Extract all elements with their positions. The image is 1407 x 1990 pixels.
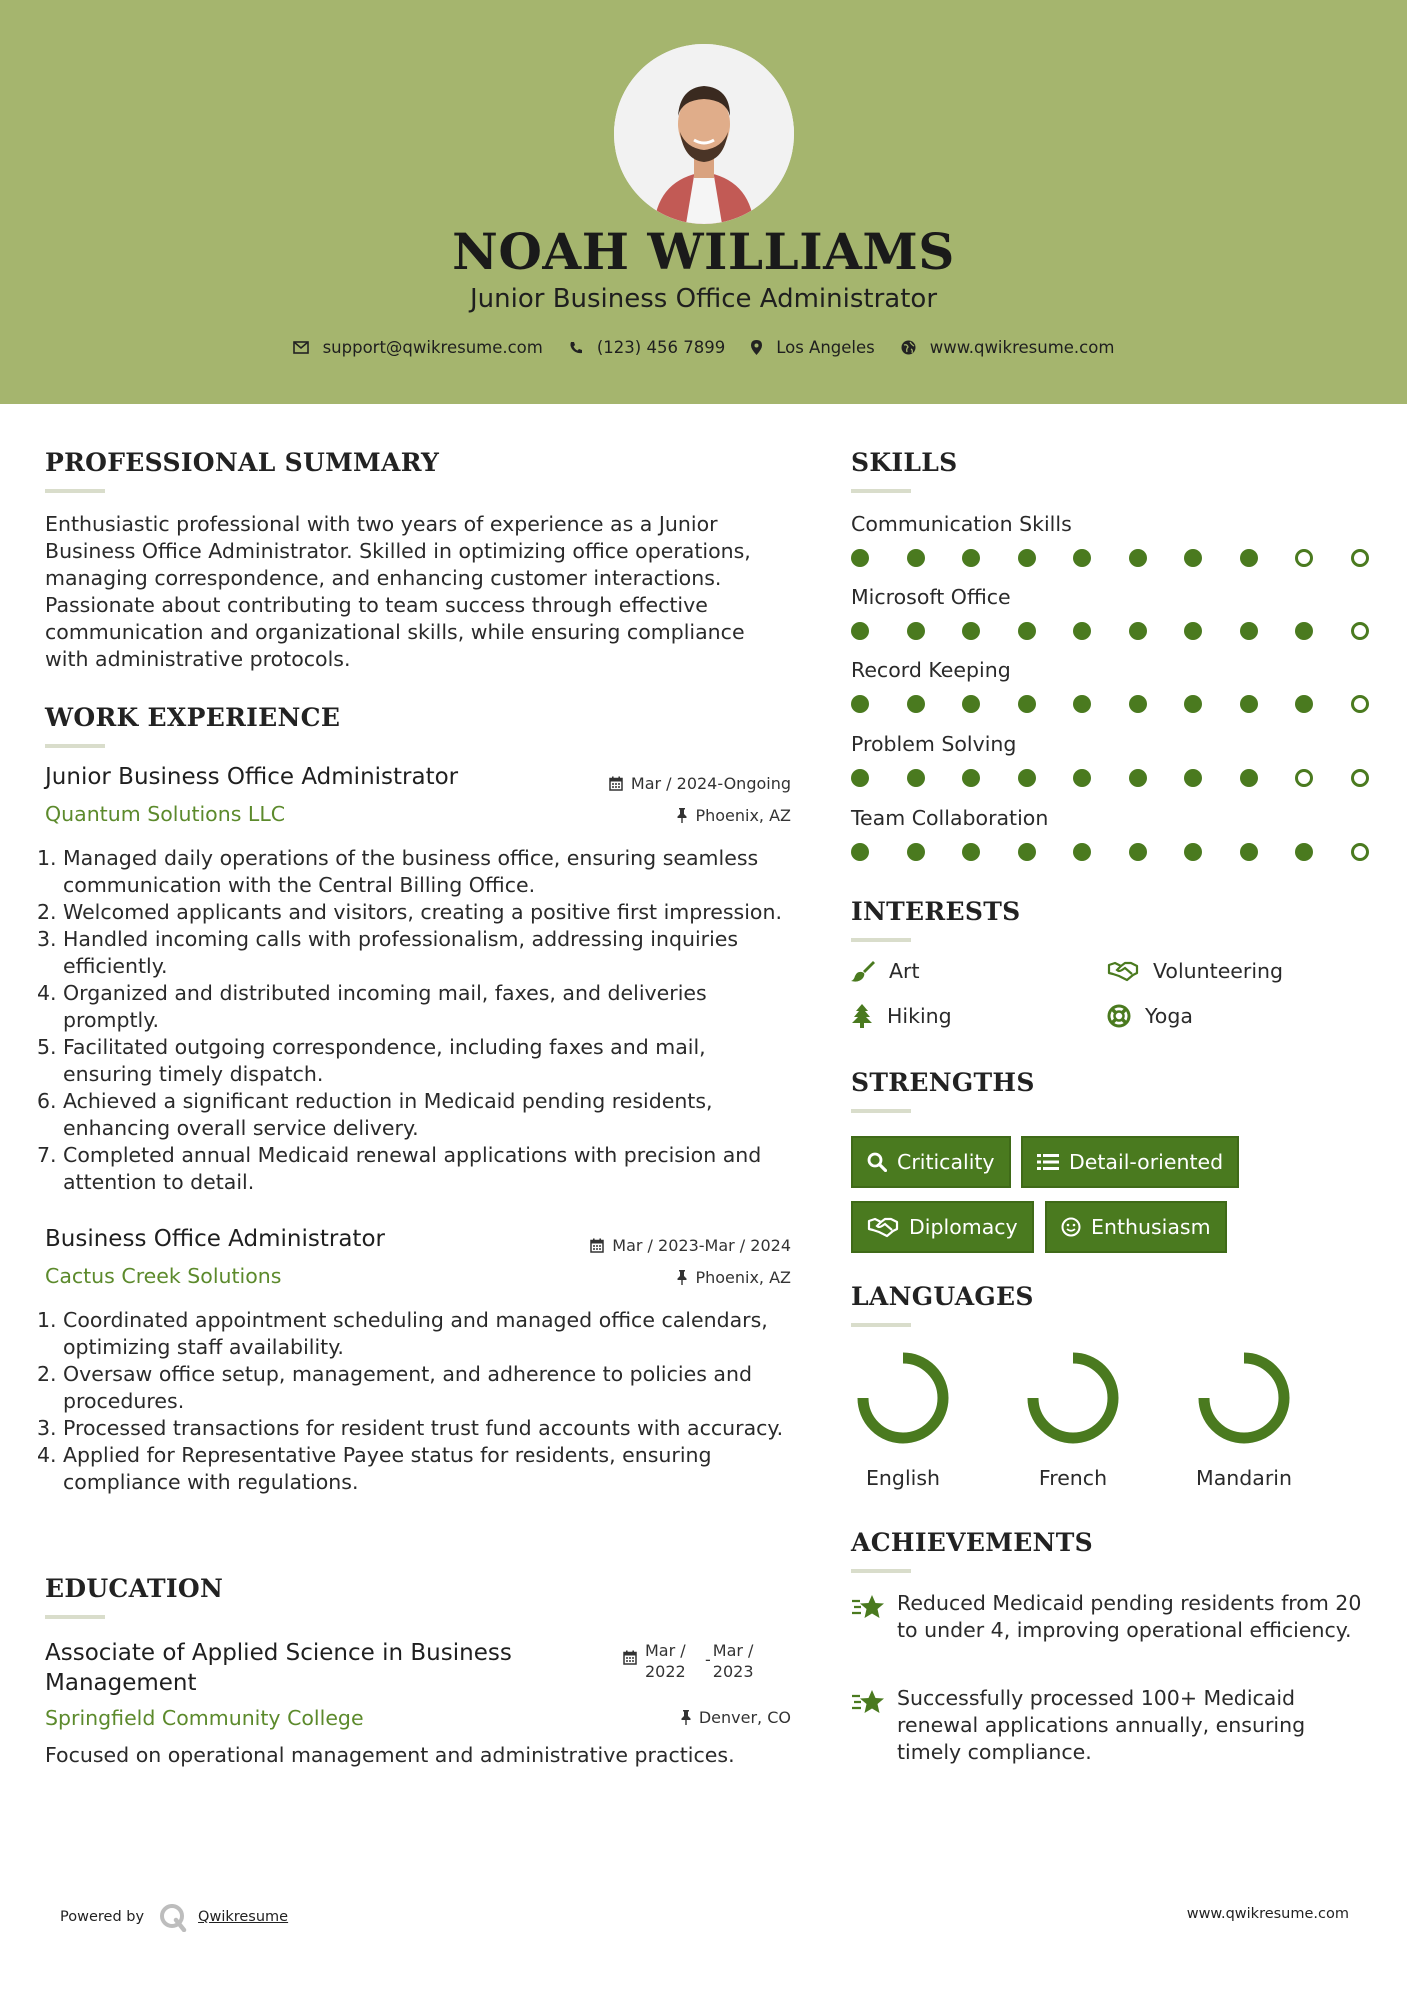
skill-label: Communication Skills [851, 512, 1072, 536]
school-name: Springfield Community College [45, 1706, 364, 1730]
list-item: 5. Facilitated outgoing correspondence, including faxes and mail, ensuring timely dispatch. [37, 1035, 706, 1086]
smile-icon [1061, 1217, 1081, 1237]
rating-dot-filled [1184, 549, 1202, 567]
strength-label: Detail-oriented [1069, 1150, 1224, 1174]
rating-dot-empty [1351, 769, 1369, 787]
powered-by-text: Powered by [60, 1909, 145, 1925]
rating-dot-filled [1295, 843, 1313, 861]
section-divider [851, 1323, 911, 1327]
rating-dot-filled [1129, 695, 1147, 713]
rating-dot-filled [962, 843, 980, 861]
contact-bar [0, 338, 1407, 357]
rating-dot-filled [1129, 769, 1147, 787]
tree-icon [851, 1004, 873, 1028]
rating-dot-filled [907, 769, 925, 787]
job-dates [590, 1236, 791, 1255]
job-responsibilities [37, 1307, 797, 1496]
achievement-item [851, 1590, 1371, 1644]
envelope-icon [293, 341, 309, 354]
handshake-icon [867, 1216, 899, 1238]
rating-dot-filled [907, 549, 925, 567]
handshake-icon [1107, 960, 1139, 982]
rating-dot-filled [907, 622, 925, 640]
job-location [677, 1268, 791, 1287]
rating-dot-empty [1351, 843, 1369, 861]
summary-heading: PROFESSIONAL SUMMARY [45, 448, 440, 477]
rating-dot-filled [1018, 769, 1036, 787]
profile-photo [614, 44, 794, 224]
list-item: 4. Applied for Representative Payee status for residents, ensuring compliance with regulations. [37, 1443, 712, 1494]
rating-dot-empty [1351, 622, 1369, 640]
achievement-text: Successfully processed 100+ Medicaid renewal applications annually, ensuring timely compliance. [897, 1686, 1306, 1764]
job-location-text: Phoenix, AZ [695, 1268, 791, 1287]
footer-powered-by [60, 1902, 288, 1932]
contact-phone[interactable] [569, 338, 725, 357]
skill-rating [851, 769, 1406, 787]
rating-dot-filled [1240, 695, 1258, 713]
rating-dot-filled [1240, 549, 1258, 567]
experience-heading: WORK EXPERIENCE [45, 703, 341, 732]
rating-dot-filled [962, 769, 980, 787]
rating-dot-filled [851, 769, 869, 787]
contact-website[interactable] [901, 338, 1115, 357]
list-item: 4. Organized and distributed incoming mail, faxes, and deliveries promptly. [37, 981, 707, 1032]
list-icon [1037, 1153, 1059, 1171]
interest-label: Yoga [1145, 1004, 1193, 1028]
rating-dot-filled [1184, 622, 1202, 640]
rating-dot-empty [1295, 769, 1313, 787]
star-icon [851, 1688, 885, 1716]
skill-label: Microsoft Office [851, 585, 1011, 609]
calendar-icon [609, 776, 623, 791]
section-divider [45, 1615, 105, 1619]
footer-website[interactable]: www.qwikresume.com [1186, 1906, 1349, 1922]
website-text: www.qwikresume.com [929, 338, 1115, 357]
rating-dot-filled [907, 843, 925, 861]
interest-item-yoga [1107, 1004, 1193, 1028]
job-dates [609, 774, 791, 793]
rating-dot-filled [1295, 622, 1313, 640]
pushpin-icon [677, 808, 687, 823]
interest-item-volunteering [1107, 959, 1283, 983]
contact-location [751, 338, 875, 357]
rating-dot-filled [1018, 843, 1036, 861]
education-heading: EDUCATION [45, 1574, 224, 1603]
rating-dot-filled [851, 843, 869, 861]
globe-icon [901, 340, 916, 355]
rating-dot-filled [1018, 549, 1036, 567]
rating-dot-filled [1129, 843, 1147, 861]
language-label: English [865, 1466, 941, 1490]
language-progress-ring [1027, 1352, 1119, 1444]
list-item: 7. Completed annual Medicaid renewal applications with precision and attention to detail. [37, 1143, 762, 1194]
strength-label: Enthusiasm [1091, 1215, 1211, 1239]
company-name: Quantum Solutions LLC [45, 802, 286, 826]
location-text: Los Angeles [776, 338, 875, 357]
qwikresume-link[interactable]: Qwikresume [198, 1909, 289, 1925]
paintbrush-icon [851, 960, 875, 982]
rating-dot-filled [1018, 695, 1036, 713]
list-item: 1. Coordinated appointment scheduling and managed office calendars, optimizing staff availability. [37, 1308, 768, 1359]
strength-tag [1045, 1201, 1227, 1253]
lifering-icon [1107, 1004, 1131, 1028]
education-dates [623, 1640, 763, 1682]
languages-heading: LANGUAGES [851, 1282, 1034, 1311]
calendar-icon [623, 1650, 637, 1665]
education-end: Mar / 2023 [712, 1641, 754, 1681]
language-item-mandarin [1184, 1352, 1304, 1490]
rating-dot-filled [1240, 769, 1258, 787]
rating-dot-filled [1073, 549, 1091, 567]
skill-rating [851, 549, 1406, 567]
rating-dot-filled [851, 695, 869, 713]
rating-dot-filled [1240, 843, 1258, 861]
job-dates-text: Mar / 2024-Ongoing [630, 774, 791, 793]
achievement-text: Reduced Medicaid pending residents from 20 to under 4, improving operational efficiency. [897, 1591, 1362, 1642]
pushpin-icon [677, 1270, 687, 1285]
resume-header [0, 0, 1407, 404]
contact-email[interactable] [293, 338, 543, 357]
skill-rating [851, 843, 1406, 861]
rating-dot-filled [962, 695, 980, 713]
search-icon [867, 1152, 887, 1172]
phone-text: (123) 456 7899 [596, 338, 726, 357]
section-divider [851, 1569, 911, 1573]
section-divider [851, 938, 911, 942]
achievements-heading: ACHIEVEMENTS [851, 1528, 1093, 1557]
candidate-name: NOAH WILLIAMS [452, 222, 955, 281]
degree-title: Associate of Applied Science in Business Management [45, 1640, 512, 1696]
calendar-icon [590, 1238, 604, 1253]
rating-dot-filled [1073, 622, 1091, 640]
strengths-heading: STRENGTHS [851, 1068, 1035, 1097]
job-location-text: Phoenix, AZ [695, 806, 791, 825]
rating-dot-empty [1295, 549, 1313, 567]
strength-tag [851, 1201, 1034, 1253]
interests-heading: INTERESTS [851, 897, 1021, 926]
achievement-item [851, 1685, 1371, 1766]
language-progress-ring [857, 1352, 949, 1444]
interest-label: Hiking [887, 1004, 952, 1028]
pushpin-icon [681, 1710, 691, 1725]
job-location [677, 806, 791, 825]
rating-dot-filled [1073, 695, 1091, 713]
education-location-text: Denver, CO [698, 1708, 791, 1727]
language-label: Mandarin [1196, 1466, 1292, 1490]
rating-dot-filled [1018, 622, 1036, 640]
language-item-english [843, 1352, 963, 1490]
list-item: 1. Managed daily operations of the business office, ensuring seamless communication with the Central Billing Office. [37, 846, 759, 897]
qwikresume-logo-icon [158, 1902, 188, 1932]
section-divider [45, 489, 105, 493]
job-dates-text: Mar / 2023-Mar / 2024 [612, 1236, 791, 1255]
rating-dot-filled [1184, 843, 1202, 861]
rating-dot-filled [962, 549, 980, 567]
rating-dot-empty [1351, 549, 1369, 567]
skill-rating [851, 695, 1406, 713]
email-text: support@qwikresume.com [322, 338, 543, 357]
rating-dot-filled [907, 695, 925, 713]
interest-item-art [851, 959, 920, 983]
skill-rating [851, 622, 1406, 640]
language-item-french [1013, 1352, 1133, 1490]
rating-dot-filled [1073, 769, 1091, 787]
job-title: Business Office Administrator [45, 1226, 385, 1252]
summary-text: Enthusiastic professional with two years of experience as a Junior Business Office Administrator. Skilled in optimizing office operations, managing correspondence, and enhancing customer interactions. Passionate about contributing to team success through effective communication and organizational skills, while ensuring compliance with administrative protocols. [45, 512, 751, 671]
rating-dot-filled [1073, 843, 1091, 861]
education-description: Focused on operational management and administrative practices. [45, 1743, 735, 1767]
rating-dot-filled [1129, 549, 1147, 567]
rating-dot-filled [851, 549, 869, 567]
rating-dot-filled [962, 622, 980, 640]
strength-tag [1021, 1136, 1239, 1188]
map-pin-icon [751, 340, 762, 355]
list-item: 2. Welcomed applicants and visitors, creating a positive first impression. [37, 900, 782, 924]
rating-dot-filled [1129, 622, 1147, 640]
skill-label: Team Collaboration [851, 806, 1049, 830]
rating-dot-filled [1184, 695, 1202, 713]
rating-dot-filled [1240, 622, 1258, 640]
list-item: 6. Achieved a significant reduction in Medicaid pending residents, enhancing overall service delivery. [37, 1089, 713, 1140]
list-item: 3. Handled incoming calls with professionalism, addressing inquiries efficiently. [37, 927, 739, 978]
job-title: Junior Business Office Administrator [45, 764, 459, 790]
section-divider [851, 489, 911, 493]
skill-label: Problem Solving [851, 732, 1017, 756]
section-divider [45, 744, 105, 748]
education-location [681, 1708, 791, 1727]
interest-label: Art [889, 959, 920, 983]
strength-label: Criticality [897, 1150, 995, 1174]
rating-dot-filled [1295, 695, 1313, 713]
skills-heading: SKILLS [851, 448, 958, 477]
language-label: French [1038, 1466, 1108, 1490]
date-separator: - [705, 1650, 711, 1669]
strength-tag [851, 1136, 1011, 1188]
rating-dot-filled [1184, 769, 1202, 787]
list-item: 3. Processed transactions for resident trust fund accounts with accuracy. [37, 1416, 784, 1440]
skill-label: Record Keeping [851, 658, 1011, 682]
company-name: Cactus Creek Solutions [45, 1264, 282, 1288]
list-item: 2. Oversaw office setup, management, and adherence to policies and procedures. [37, 1362, 752, 1413]
language-progress-ring [1198, 1352, 1290, 1444]
star-icon [851, 1593, 885, 1621]
phone-icon [569, 341, 583, 355]
education-start: Mar / 2022 [645, 1641, 686, 1681]
rating-dot-empty [1351, 695, 1369, 713]
strength-label: Diplomacy [909, 1215, 1018, 1239]
section-divider [851, 1109, 911, 1113]
interest-label: Volunteering [1153, 959, 1284, 983]
interest-item-hiking [851, 1004, 952, 1028]
rating-dot-filled [851, 622, 869, 640]
candidate-title: Junior Business Office Administrator [469, 284, 938, 314]
job-responsibilities [37, 845, 797, 1196]
